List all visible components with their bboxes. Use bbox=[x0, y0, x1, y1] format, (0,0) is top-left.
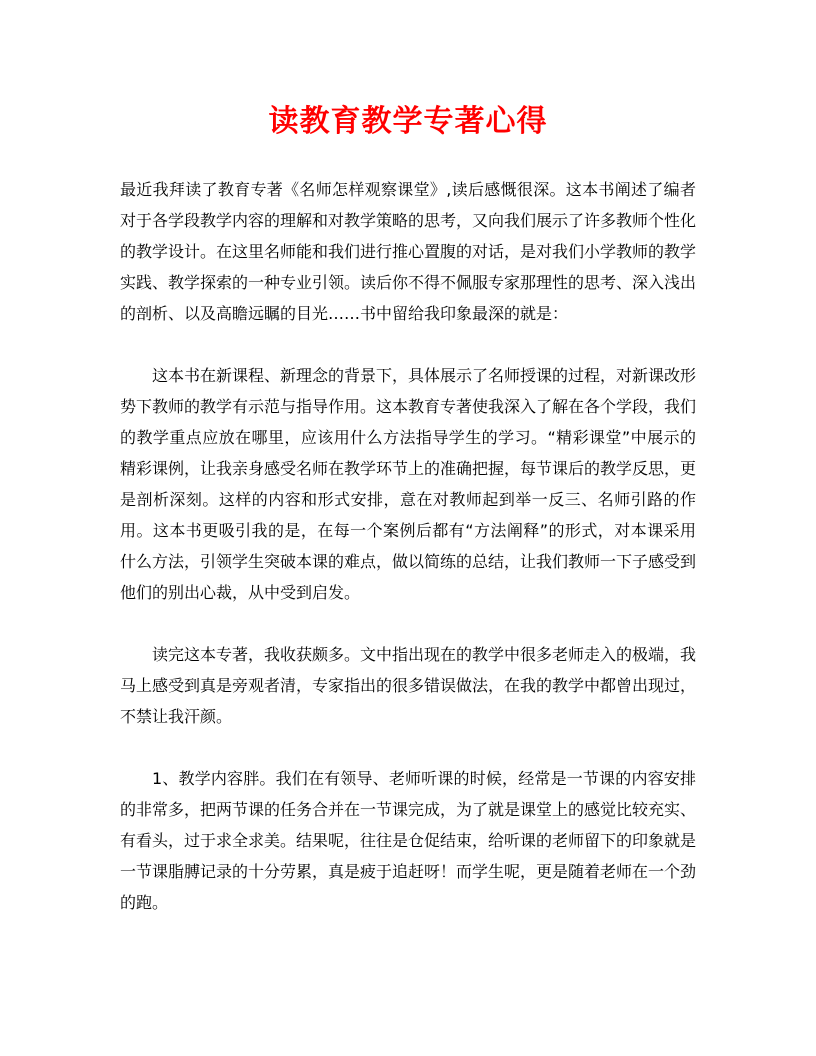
document-body bbox=[120, 174, 696, 949]
document-title: 读教育教学专著心得 bbox=[268, 104, 548, 139]
paragraph-intro: 最近我拜读了教育专著《名师怎样观察课堂》,读后感慨很深。这本书阐述了编者对于各学段教学内容的理解和对教学策略的思考，又向我们展示了许多教师个性化的教学设计。在这里名师能和我们进行推心置腹的对话，是对我们小学教师的教学实践、教学探索的一种专业引领。读后你不得不佩服专家那理性的思考、深入浅出的剖析、以及高瞻远瞩的目光……书中留给我印象最深的就是： bbox=[120, 180, 697, 323]
paragraph-book-content: 这本书在新课程、新理念的背景下，具体展示了名师授课的过程，对新课改形势下教师的教学有示范与指导作用。这本教育专著使我深入了解在各个学段，我们的教学重点应放在哪里，应该用什么方法指导学生的学习。“精彩课堂”中展示的精彩课例，让我亲身感受名师在教学环节上的准确把握，每节课后的教学反思，更是剖析深刻。这样的内容和形式安排，意在对教师起到举一反三、名师引路的作用。这本书更吸引我的是，在每一个案例后都有“方法阐释”的形式，对本课采用什么方法，引领学生突破本课的难点，做以简练的总结，让我们教师一下子感受到他们的别出心裁，从中受到启发。 bbox=[120, 366, 697, 602]
paragraph-point-one: 1、教学内容胖。我们在有领导、老师听课的时候，经常是一节课的内容安排的非常多，把两节课的任务合并在一节课完成，为了就是课堂上的感觉比较充实、有看头，过于求全求美。结果呢，往往是仓促结束，给听课的老师留下的印象就是一节课脂膊记录的十分劳累，真是疲于追赶呀！而学生呢，更是随着老师在一个劲的跑。 bbox=[120, 769, 697, 912]
paragraph-reflection: 读完这本专著，我收获颇多。文中指出现在的教学中很多老师走入的极端，我马上感受到真是旁观者清，专家指出的很多错误做法，在我的教学中都曾出现过，不禁让我汗颜。 bbox=[120, 645, 697, 726]
